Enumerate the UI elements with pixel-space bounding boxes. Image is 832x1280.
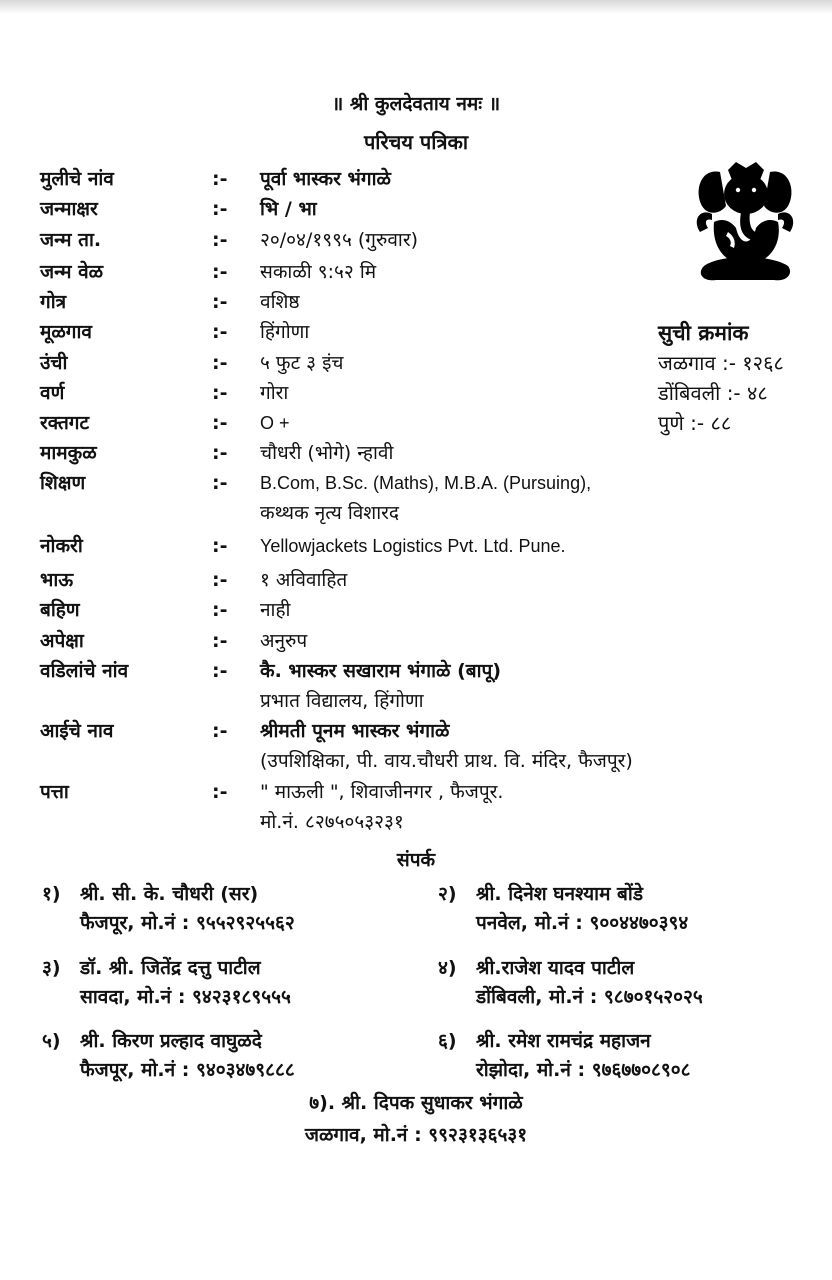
field-label: बहिण <box>40 599 80 621</box>
index-numbers <box>658 318 784 438</box>
field-value: B.Com, B.Sc. (Maths), M.B.A. (Pursuing), <box>260 473 592 493</box>
field-value: कै. भास्कर सखाराम भंगाळे (बापू) <box>260 660 502 682</box>
field-separator: :- <box>212 198 228 220</box>
field-separator: :- <box>212 382 228 404</box>
field-separator: :- <box>212 535 228 557</box>
field-value: हिंगोणा <box>260 321 310 343</box>
contact-name: श्री. दिनेश घनश्याम बोंडे <box>476 883 643 905</box>
field-value: भि / भा <box>260 198 317 220</box>
field-value: " माऊली ", शिवाजीनगर , फैजपूर. <box>260 781 504 803</box>
field-value: Yellowjackets Logistics Pvt. Ltd. Pune. <box>260 536 566 556</box>
field-value: नाही <box>260 599 291 621</box>
field-value: श्रीमती पूनम भास्कर भंगाळे <box>260 720 450 742</box>
field-value: १ अविवाहित <box>260 569 348 591</box>
contact-number: १) <box>42 883 61 905</box>
contact-phone: सावदा, मो.नं : ९४२३१८९५५५ <box>80 986 291 1008</box>
index-entry: जळगाव :- १२६८ <box>658 351 784 375</box>
index-entry: डोंबिवली :- ४८ <box>658 381 768 405</box>
contact-number: ५) <box>42 1030 61 1052</box>
field-separator: :- <box>212 412 228 434</box>
contact-7-phone: जळगाव, मो.नं : ९९२३१३६५३१ <box>304 1124 528 1146</box>
contact-number: ४) <box>438 957 457 979</box>
field-separator: :- <box>212 352 228 374</box>
field-label: शिक्षण <box>40 472 86 494</box>
field-label: पत्ता <box>40 781 69 803</box>
contact-name: श्री. सी. के. चौधरी (सर) <box>80 883 259 905</box>
invocation-line: ॥ श्री कुलदेवताय नमः ॥ <box>331 93 501 115</box>
field-label: गोत्र <box>40 291 67 313</box>
field-value-line2: मो.नं. ८२७५०५३२३१ <box>260 811 404 833</box>
index-title: सुची क्रमांक <box>658 321 749 345</box>
field-label: मुलीचे नांव <box>40 168 114 190</box>
field-separator: :- <box>212 321 228 343</box>
field-value-line2: (उपशिक्षिका, पी. वाय.चौधरी प्राथ. वि. मंदिर, फैजपूर) <box>260 750 633 772</box>
contact-number: ३) <box>42 957 61 979</box>
field-label: मामकुळ <box>40 442 97 464</box>
field-label: उंची <box>40 352 68 374</box>
field-value-line2: कथ्थक नृत्य विशारद <box>260 502 399 524</box>
field-separator: :- <box>212 442 228 464</box>
document-title: परिचय पत्रिका <box>363 130 469 154</box>
field-label: रक्तगट <box>40 412 90 434</box>
field-separator: :- <box>212 261 228 283</box>
contact-phone: फैजपूर, मो.नं : ९५५२९२५५६२ <box>80 912 295 934</box>
field-separator: :- <box>212 569 228 591</box>
contact-phone: डोंबिवली, मो.नं : ९८७०१५२०२५ <box>476 986 703 1008</box>
field-value-line2: प्रभात विद्यालय, हिंगोणा <box>260 690 424 712</box>
field-value: ५ फुट ३ इंच <box>260 352 344 374</box>
field-value: पूर्वा भास्कर भंगाळे <box>260 168 391 190</box>
contact-phone: पनवेल, मो.नं : ९००४४७०३९४ <box>476 912 689 934</box>
field-separator: :- <box>212 630 228 652</box>
field-label: भाऊ <box>40 569 74 591</box>
contact-name: डॉ. श्री. जितेंद्र दत्तु पाटील <box>80 957 261 979</box>
field-separator: :- <box>212 229 228 251</box>
field-value: २०/०४/१९९५ (गुरुवार) <box>260 229 419 251</box>
field-separator: :- <box>212 781 228 803</box>
field-value: सकाळी ९:५२ मि <box>260 261 377 283</box>
field-label: जन्माक्षर <box>40 198 98 220</box>
field-separator: :- <box>212 660 228 682</box>
contact-name: श्री. रमेश रामचंद्र महाजन <box>476 1030 651 1052</box>
contact-phone: रोझोदा, मो.नं : ९७६७७०८९०८ <box>476 1059 691 1081</box>
field-value: वशिष्ठ <box>260 291 300 313</box>
field-separator: :- <box>212 599 228 621</box>
field-label: आईचे नाव <box>40 720 114 742</box>
field-label: जन्म वेळ <box>40 261 104 283</box>
page-top-edge <box>0 0 832 14</box>
field-label: वडिलांचे नांव <box>40 660 129 682</box>
field-value: गोरा <box>260 382 289 404</box>
contacts-heading: संपर्क <box>396 849 436 871</box>
contact-name: श्री. किरण प्रल्हाद वाघुळदे <box>80 1030 262 1052</box>
contact-phone: फैजपूर, मो.नं : ९४०३४७९८८८ <box>80 1059 295 1081</box>
contact-number: २) <box>438 883 457 905</box>
field-value: चौधरी (भोगे) न्हावी <box>260 442 394 464</box>
field-separator: :- <box>212 291 228 313</box>
field-label: वर्ण <box>40 382 65 404</box>
field-label: जन्म ता. <box>40 229 102 251</box>
field-label: नोकरी <box>40 535 83 557</box>
contact-number: ६) <box>438 1030 457 1052</box>
field-separator: :- <box>212 168 228 190</box>
field-separator: :- <box>212 472 228 494</box>
ganesha-icon <box>690 162 800 282</box>
index-entry: पुणे :- ८८ <box>658 411 732 435</box>
contact-7-name: ७). श्री. दिपक सुधाकर भंगाळे <box>309 1092 523 1114</box>
field-label: मूळगाव <box>40 321 92 343</box>
contact-name: श्री.राजेश यादव पाटील <box>476 957 635 979</box>
field-label: अपेक्षा <box>40 630 84 652</box>
field-separator: :- <box>212 720 228 742</box>
field-value: अनुरुप <box>260 630 308 652</box>
field-value: O + <box>260 413 290 433</box>
